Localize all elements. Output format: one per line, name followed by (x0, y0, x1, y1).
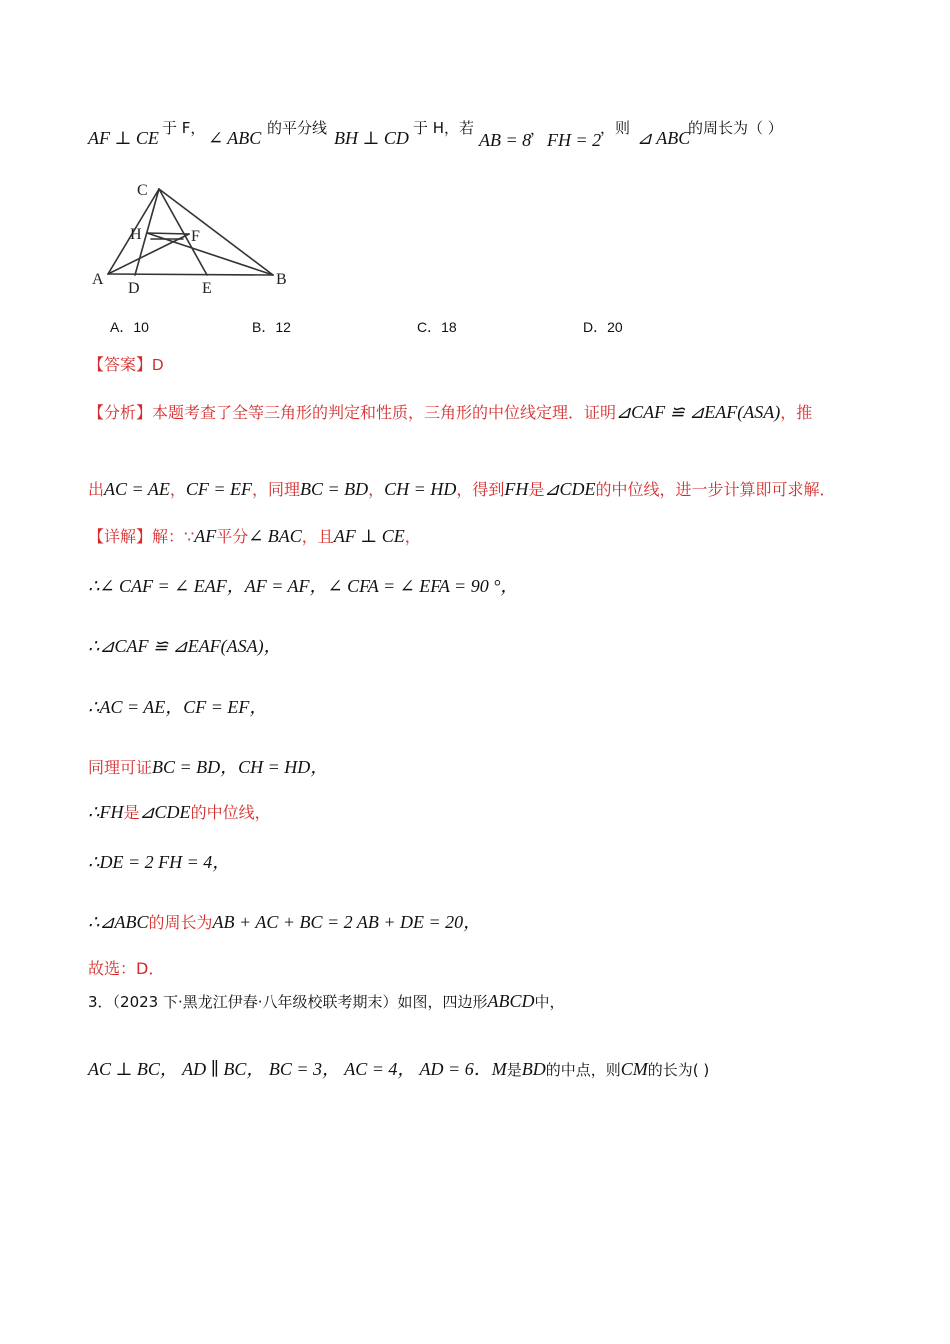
problem3-source: （2023 下·黑龙江伊春·八年级校联考期末） (112, 993, 398, 1011)
problem3-number: 3． (88, 993, 113, 1011)
text-qie: ，且 (301, 527, 334, 546)
problem3-conditions (88, 1055, 709, 1081)
option-c: C．18 (417, 319, 457, 335)
math-bd: BD (521, 1059, 546, 1079)
detail-line-7 (88, 848, 230, 874)
analysis-tag: 【分析】 (88, 403, 153, 422)
math-bc-bd-ch-hd: BC = BD，CH = HD， (152, 757, 329, 777)
detail-line-6 (88, 800, 271, 823)
label-e: E (202, 280, 212, 297)
text-shi: 是 (528, 480, 545, 499)
segment-cb (159, 189, 273, 275)
text-yu-h: 于 H，若 (413, 119, 475, 137)
analysis-line-1 (88, 400, 812, 423)
text-comma: ， (404, 527, 421, 546)
math-af: AF (194, 526, 217, 546)
label-b: B (276, 271, 287, 288)
text-yu-f: 于 F， (162, 119, 206, 137)
detail-conclusion: 故选：D． (88, 959, 165, 978)
math-de-value: ∴DE = 2 FH = 4， (88, 852, 231, 872)
text-bisector: 的平分线 (267, 119, 328, 137)
answer-value: D (152, 357, 164, 374)
text-comma: ， (368, 480, 385, 499)
math-bc-bd: BC = BD (300, 479, 369, 499)
text-dedao: ，得到 (456, 480, 505, 499)
segment-ab (108, 274, 273, 275)
math-af-perp-ce: AF ⊥ CE (88, 128, 159, 148)
label-d: D (128, 280, 140, 297)
detail-line-8 (88, 908, 481, 934)
text-pingfen: 平分 (216, 527, 249, 546)
segment-hf (147, 233, 189, 234)
math-cf-ef: CF = EF (185, 479, 252, 499)
label-a: A (92, 271, 104, 288)
math-angle-equalities: ∴∠ CAF = ∠ EAF，AF = AF，∠ CFA = ∠ EFA = 90 °， (88, 576, 519, 596)
option-a: A．10 (110, 319, 149, 335)
text-midpoint: 的中点，则 (545, 1061, 621, 1079)
math-ab-8: AB = 8 (479, 130, 532, 150)
math-angle-bac: ∠ BAC (248, 526, 302, 546)
detail-line-3 (88, 632, 282, 658)
text-shi: 是 (506, 1061, 522, 1079)
text-jie: 解：∵ (152, 527, 195, 546)
math-therefore-abc: ∴⊿ABC (88, 912, 149, 932)
text-tongli: ，同理 (251, 480, 300, 499)
analysis-math-congruence: ⊿CAF ≌ ⊿EAF(ASA) (616, 402, 781, 422)
math-congruence-asa: ∴⊿CAF ≌ ⊿EAF(ASA)， (88, 636, 282, 656)
answer-tag: 【答案】 (88, 355, 153, 374)
math-cm: CM (620, 1059, 648, 1079)
text-perimeter-question: 的周长为（ ） (688, 119, 783, 137)
text-comma: ， (169, 480, 186, 499)
triangle-figure (86, 176, 296, 300)
text-midline: 的中位线， (190, 803, 271, 822)
math-abcd: ABCD (487, 991, 535, 1011)
math-conditions: AC ⊥ BC， AD ∥ BC， BC = 3， AC = 4， AD = 6． (88, 1059, 492, 1079)
math-ac-ae-cf-ef: ∴AC = AE，CF = EF， (88, 697, 268, 717)
option-d: D．20 (583, 319, 623, 335)
text-chu: 出 (88, 480, 105, 499)
label-f: F (191, 228, 200, 245)
analysis-text-end: ，推 (780, 403, 813, 422)
answer-line (88, 352, 164, 375)
text-tongli-kezheng: 同理可证 (88, 758, 153, 777)
text-ze: ，则 (600, 119, 631, 137)
analysis-line-2 (88, 477, 835, 500)
text-perimeter-is: 的周长为 (148, 913, 213, 932)
math-perimeter-sum: AB + AC + BC = 2 AB + DE = 20， (212, 912, 482, 932)
text-shi: 是 (123, 803, 140, 822)
math-af-perp-ce-2: AF ⊥ CE (333, 526, 405, 546)
problem3-intro: 如图，四边形 (397, 993, 488, 1011)
detail-tag: 【详解】 (88, 527, 153, 546)
problem3-intro-end: 中， (534, 993, 565, 1011)
math-fh-2: FH = 2 (547, 130, 602, 150)
detail-line-4 (88, 693, 267, 719)
math-therefore-fh: ∴FH (88, 802, 124, 822)
label-c: C (137, 182, 148, 199)
option-b: B．12 (252, 319, 291, 335)
problem3-header (88, 991, 565, 1012)
label-h: H (130, 226, 142, 243)
detail-line-1 (88, 524, 421, 547)
analysis-text: 本题考查了全等三角形的判定和性质，三角形的中位线定理．证明 (152, 403, 617, 422)
math-tri-cde-2: ⊿CDE (139, 802, 191, 822)
text-length-question: 的长为( ) (647, 1061, 710, 1079)
math-ch-hd: CH = HD (384, 479, 457, 499)
math-m: M (491, 1059, 507, 1079)
text-comma: ， (530, 120, 546, 138)
detail-line-5 (88, 753, 328, 779)
math-tri-abc: ⊿ ABC (637, 128, 691, 148)
math-angle-abc: ∠ ABC (208, 128, 262, 148)
math-ac-ae: AC = AE (104, 479, 170, 499)
math-bh-perp-cd: BH ⊥ CD (334, 128, 409, 148)
math-tri-cde: ⊿CDE (544, 479, 596, 499)
detail-line-2 (88, 572, 518, 598)
text-midline-conclusion: 的中位线，进一步计算即可求解． (595, 480, 836, 499)
math-fh: FH (504, 479, 529, 499)
